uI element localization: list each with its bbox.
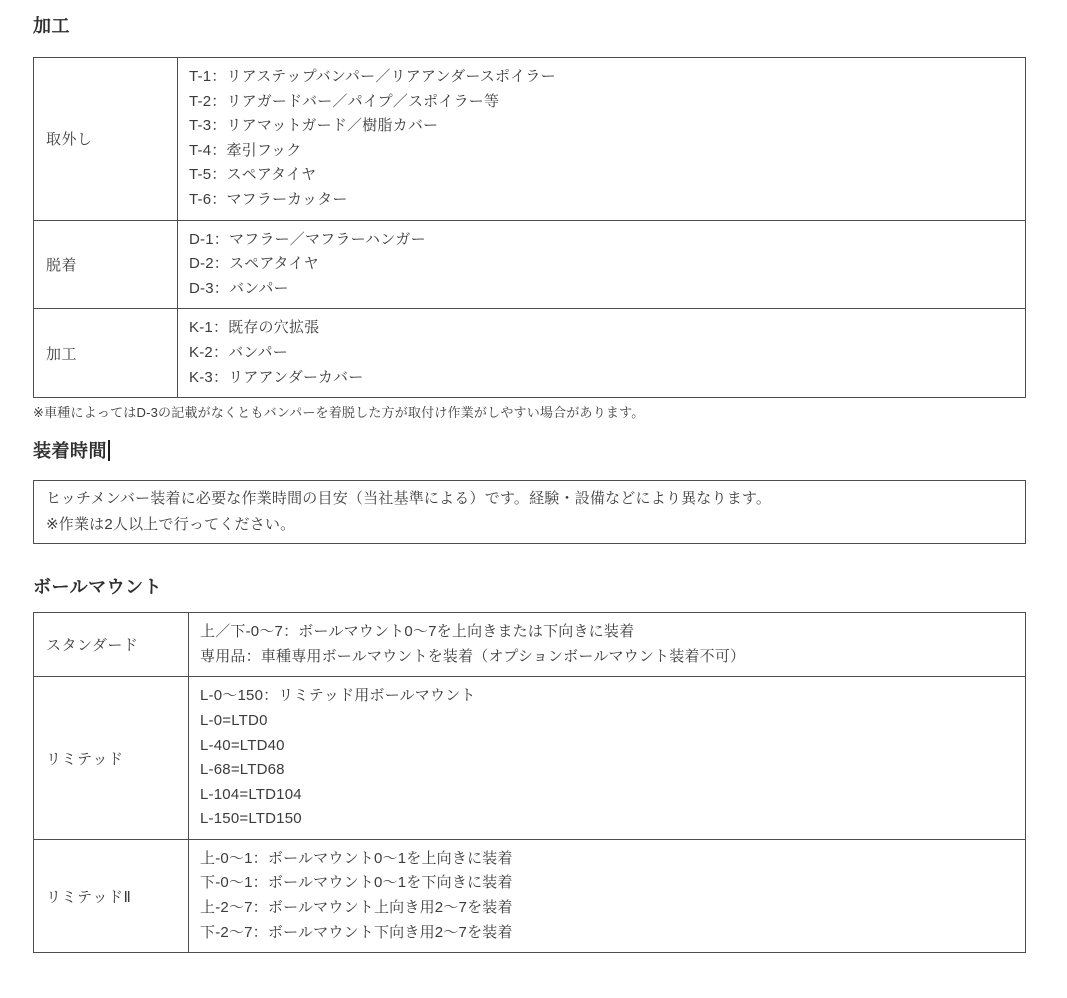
detail-line: L-0=LTD0 bbox=[200, 711, 268, 729]
row-label: リミテッド bbox=[34, 677, 189, 840]
table-row-removal bbox=[34, 58, 1026, 221]
detail-line: L-150=LTD150 bbox=[200, 810, 302, 828]
row-label: 加工 bbox=[34, 309, 178, 398]
row-label: リミテッドⅡ bbox=[34, 839, 189, 952]
installation-time-box bbox=[33, 480, 1026, 544]
info-line: ヒッチメンバー装着に必要な作業時間の目安（当社基準による）です。経験・設備などにより異なります。 bbox=[46, 490, 772, 508]
section-heading-processing: 加工 bbox=[33, 16, 70, 36]
detail-line: D-3：バンパー bbox=[189, 279, 289, 297]
section-heading-installation-time bbox=[33, 438, 1026, 464]
detail-line: L-104=LTD104 bbox=[200, 785, 302, 803]
detail-line: T-6：マフラーカッター bbox=[189, 190, 348, 208]
detail-line: 下-2～7：ボールマウント下向き用2～7を装着 bbox=[200, 923, 513, 941]
table-row-detach bbox=[34, 220, 1026, 309]
text-cursor bbox=[108, 440, 110, 461]
detail-line: T-3：リアマットガード／樹脂カバー bbox=[189, 117, 439, 135]
table-row-standard bbox=[34, 613, 1026, 677]
info-line: ※作業は2人以上で行ってください。 bbox=[46, 516, 296, 534]
detail-line: D-1：マフラー／マフラーハンガー bbox=[189, 230, 426, 248]
row-details bbox=[178, 309, 1026, 398]
detail-line: 上-0～1：ボールマウント0～1を上向きに装着 bbox=[200, 849, 513, 867]
detail-line: L-0～150：リミテッド用ボールマウント bbox=[200, 687, 476, 705]
detail-line: T-2：リアガードバー／パイプ／スポイラー等 bbox=[189, 92, 500, 110]
row-label: 取外し bbox=[34, 58, 178, 221]
detail-line: 上／下-0～7：ボールマウント0～7を上向きまたは下向きに装着 bbox=[200, 623, 635, 641]
detail-line: T-5：スペアタイヤ bbox=[189, 166, 317, 184]
detail-line: D-2：スペアタイヤ bbox=[189, 255, 319, 273]
ball-mount-table bbox=[33, 612, 1026, 953]
table-row-limited-2 bbox=[34, 839, 1026, 952]
row-details bbox=[189, 677, 1026, 840]
detail-line: T-4：牽引フック bbox=[189, 141, 302, 159]
row-details bbox=[178, 58, 1026, 221]
row-details bbox=[189, 839, 1026, 952]
detail-line: K-1：既存の穴拡張 bbox=[189, 319, 320, 337]
detail-line: L-40=LTD40 bbox=[200, 736, 285, 754]
detail-line: 下-0～1：ボールマウント0～1を下向きに装着 bbox=[200, 874, 513, 892]
detail-line: T-1：リアステップバンパー／リアアンダースポイラー bbox=[189, 68, 556, 85]
row-label: 脱着 bbox=[34, 220, 178, 309]
section-heading-ball-mount: ボールマウント bbox=[33, 577, 163, 598]
row-details bbox=[178, 220, 1026, 309]
heading-text: 装着時間 bbox=[33, 441, 107, 462]
row-details bbox=[189, 613, 1026, 677]
table-row-machining bbox=[34, 309, 1026, 398]
table-row-limited bbox=[34, 677, 1026, 840]
detail-line: K-3：リアアンダーカバー bbox=[189, 368, 364, 386]
detail-line: 上-2～7：ボールマウント上向き用2～7を装着 bbox=[200, 899, 513, 917]
footnote-d3: ※車種によってはD-3の記載がなくともバンパーを着脱した方が取付け作業がしやすい場合があります。 bbox=[33, 405, 645, 421]
detail-line: L-68=LTD68 bbox=[200, 761, 285, 779]
processing-table bbox=[33, 57, 1026, 398]
detail-line: K-2：バンパー bbox=[189, 343, 288, 361]
detail-line: 専用品：車種専用ボールマウントを装着（オプションボールマウント装着不可） bbox=[200, 647, 746, 665]
row-label: スタンダード bbox=[34, 613, 189, 677]
